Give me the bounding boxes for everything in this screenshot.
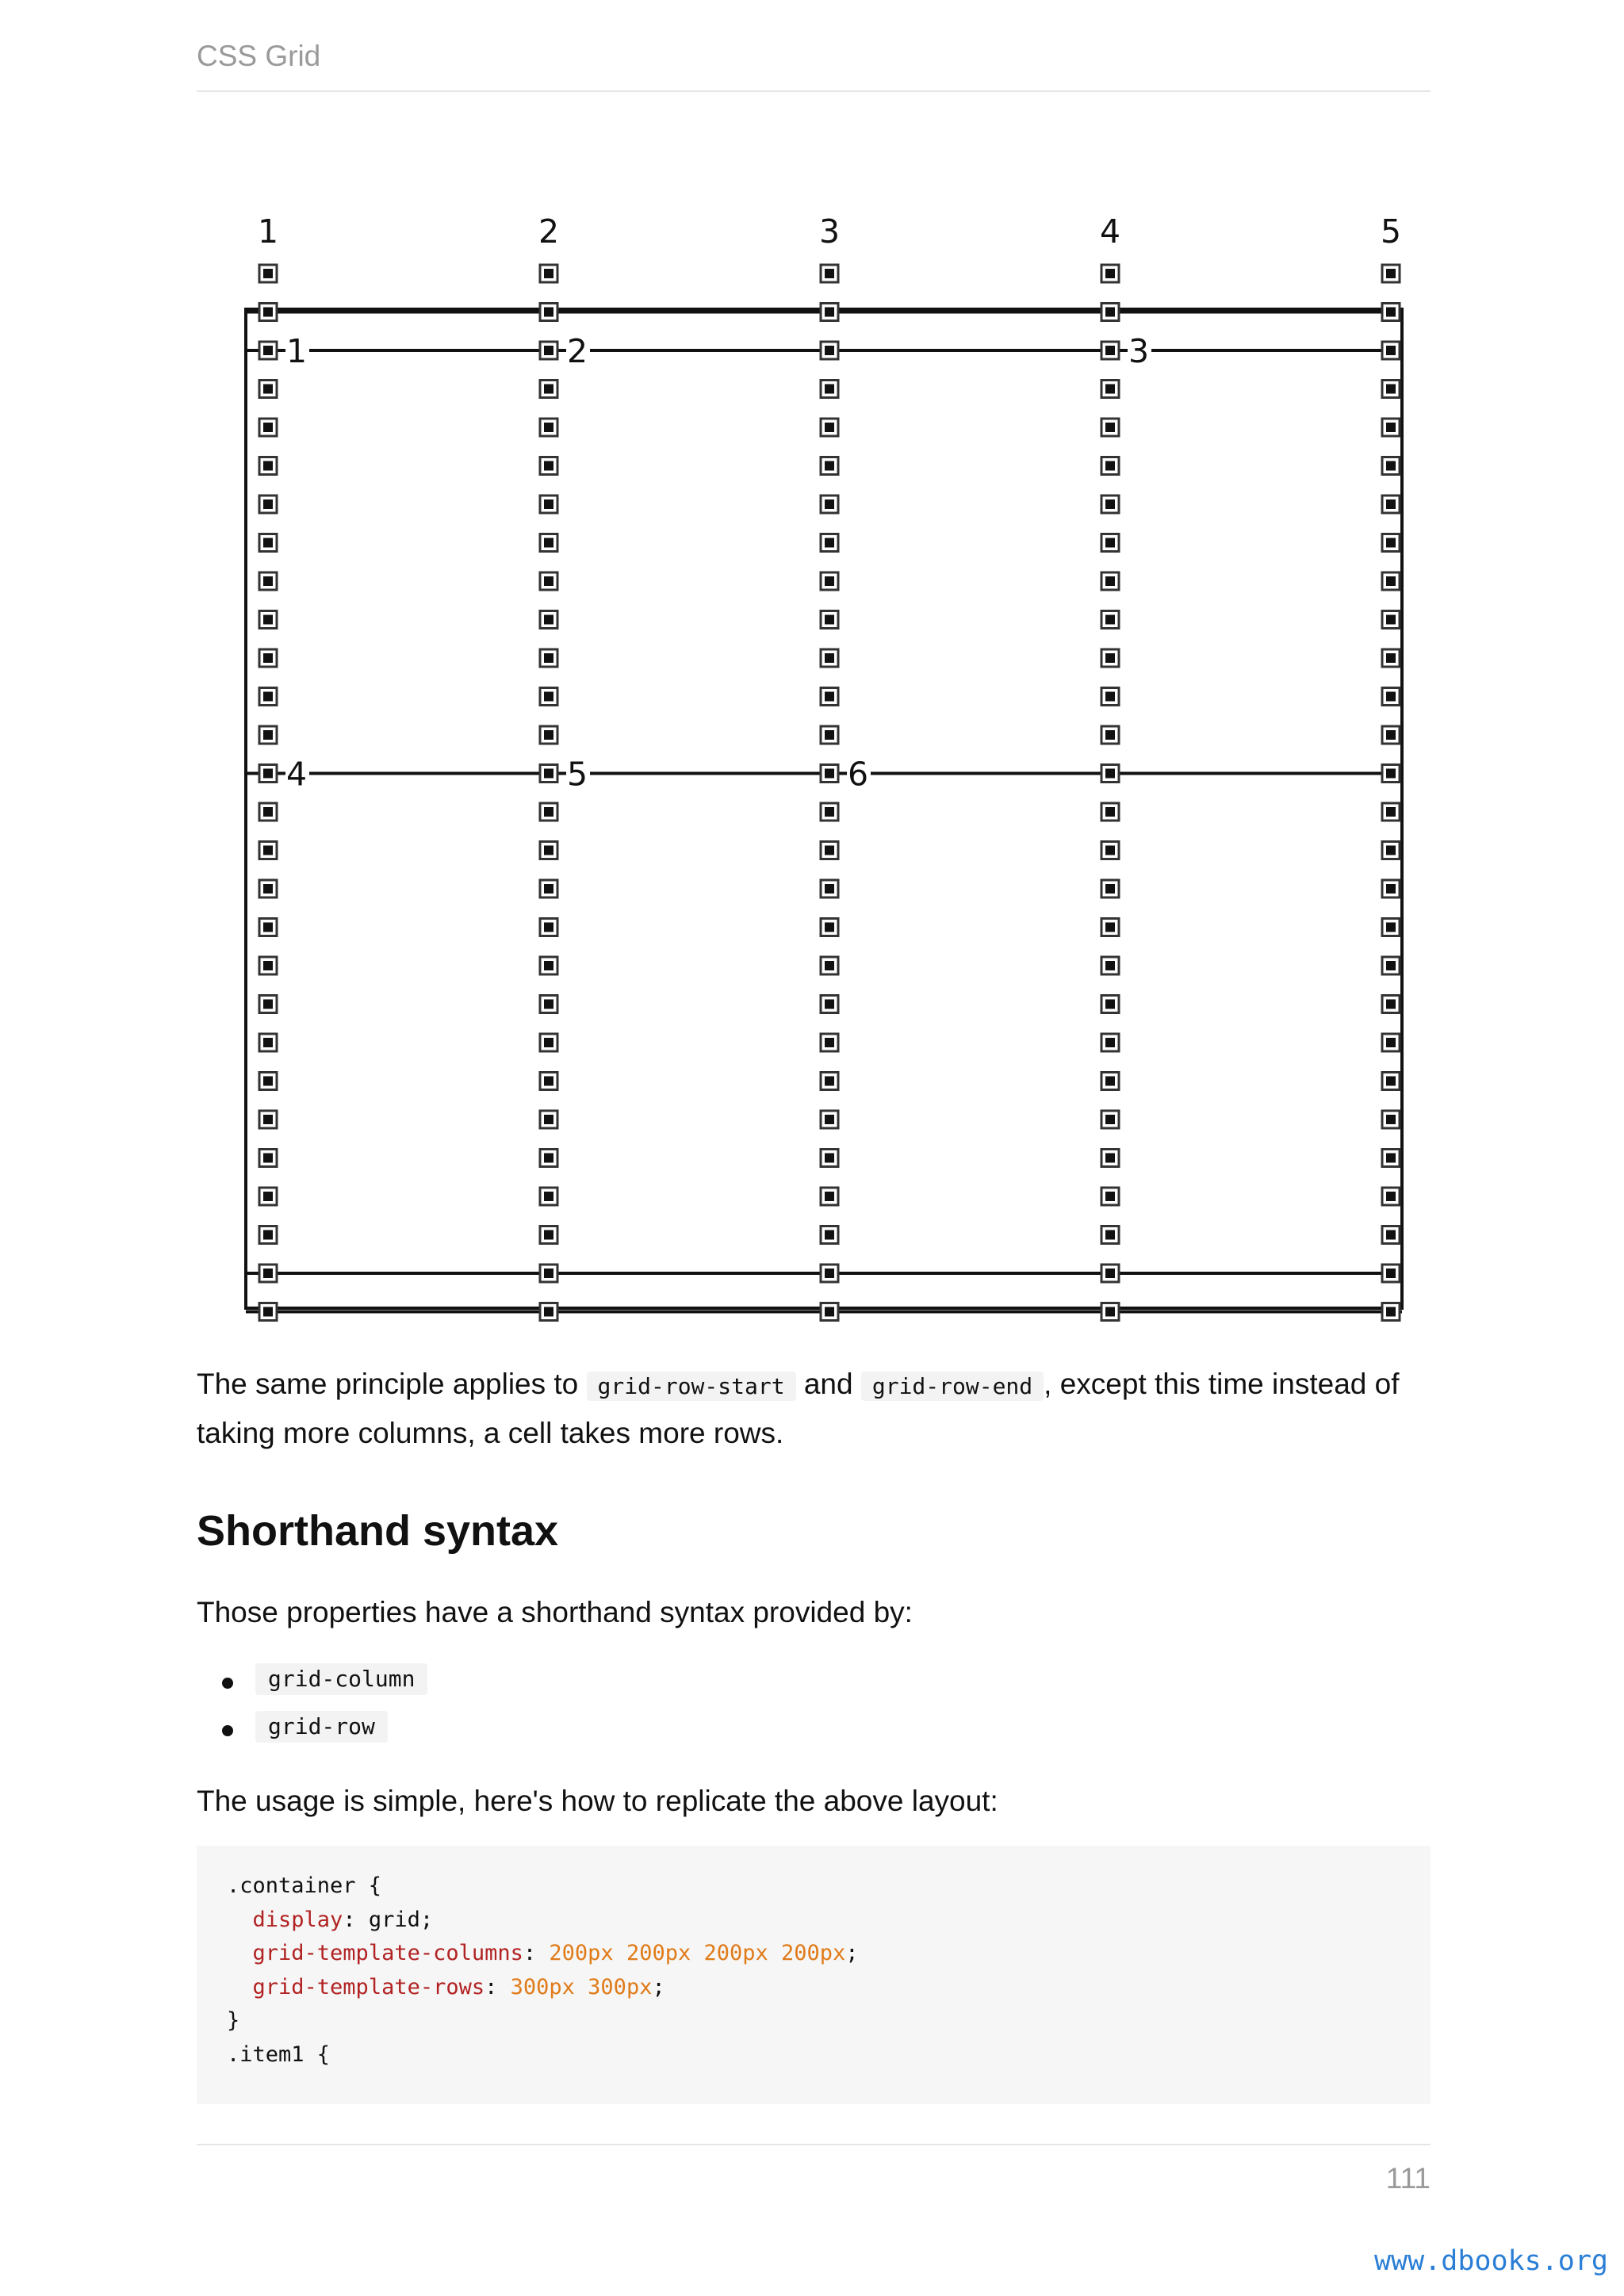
grid-marker-fill bbox=[825, 1269, 834, 1278]
grid-marker-fill bbox=[825, 385, 834, 394]
grid-marker-fill bbox=[1105, 730, 1115, 740]
grid-marker-fill bbox=[1386, 1269, 1396, 1278]
grid-marker-fill bbox=[263, 1192, 273, 1201]
grid-marker-fill bbox=[1105, 538, 1115, 548]
grid-marker-fill bbox=[1386, 692, 1396, 702]
grid-marker-fill bbox=[263, 499, 273, 509]
grid-marker-fill bbox=[1386, 884, 1396, 894]
grid-marker-fill bbox=[1105, 1192, 1115, 1201]
grid-marker-fill bbox=[825, 461, 834, 471]
grid-marker-fill bbox=[1386, 923, 1396, 932]
code-display-prop: display bbox=[252, 1907, 343, 1932]
grid-marker-fill bbox=[263, 269, 273, 278]
grid-marker-fill bbox=[1386, 423, 1396, 432]
grid-marker-fill bbox=[263, 730, 273, 740]
grid-marker-fill bbox=[825, 807, 834, 817]
grid-marker-fill bbox=[263, 385, 273, 394]
grid-marker-fill bbox=[1105, 1077, 1115, 1086]
grid-marker-fill bbox=[544, 308, 553, 317]
grid-marker-fill bbox=[263, 1154, 273, 1163]
grid-marker-fill bbox=[1386, 385, 1396, 394]
grid-marker-fill bbox=[1386, 1154, 1396, 1163]
code-line-1: .container { bbox=[227, 1873, 382, 1898]
grid-marker-fill bbox=[263, 1000, 273, 1009]
grid-marker-fill bbox=[1386, 1000, 1396, 1009]
grid-marker-fill bbox=[263, 346, 273, 355]
grid-marker-fill bbox=[544, 1000, 553, 1009]
grid-marker-fill bbox=[825, 653, 834, 663]
grid-marker-fill bbox=[544, 923, 553, 932]
grid-marker-fill bbox=[263, 923, 273, 932]
grid-marker-fill bbox=[263, 461, 273, 471]
grid-marker-fill bbox=[544, 1038, 553, 1047]
code-rows-value: 300px 300px bbox=[510, 1974, 653, 1999]
grid-marker-fill bbox=[825, 1077, 834, 1086]
grid-marker-fill bbox=[544, 961, 553, 970]
column-line-label: 4 bbox=[1099, 212, 1121, 251]
grid-marker-fill bbox=[1386, 1230, 1396, 1240]
grid-marker-fill bbox=[263, 807, 273, 817]
grid-marker-fill bbox=[1105, 1154, 1115, 1163]
grid-marker-fill bbox=[1105, 961, 1115, 970]
grid-marker-fill bbox=[1386, 846, 1396, 855]
grid-marker-fill bbox=[263, 846, 273, 855]
grid-marker-fill bbox=[825, 1115, 834, 1124]
grid-marker-fill bbox=[1105, 461, 1115, 471]
grid-marker-fill bbox=[263, 1038, 273, 1047]
grid-marker-fill bbox=[1386, 769, 1396, 779]
grid-marker-fill bbox=[1105, 1269, 1115, 1278]
grid-marker-fill bbox=[1105, 385, 1115, 394]
grid-cell-label: 5 bbox=[566, 755, 588, 794]
grid-marker-fill bbox=[1386, 615, 1396, 625]
grid-marker-fill bbox=[1105, 846, 1115, 855]
grid-marker-fill bbox=[1386, 730, 1396, 740]
grid-marker-fill bbox=[825, 615, 834, 625]
grid-marker-fill bbox=[544, 1192, 553, 1201]
grid-marker-fill bbox=[1105, 1307, 1115, 1317]
grid-marker-fill bbox=[544, 423, 553, 432]
grid-marker-fill bbox=[544, 461, 553, 471]
grid-marker-fill bbox=[544, 769, 553, 779]
list-item bbox=[219, 1711, 427, 1758]
grid-marker-fill bbox=[544, 346, 553, 355]
grid-marker-fill bbox=[1386, 653, 1396, 663]
code-grid-row: grid-row bbox=[255, 1711, 388, 1743]
grid-marker-fill bbox=[1386, 1115, 1396, 1124]
paragraph-text-after: , except this time instead of taking more columns, a cell takes more rows. bbox=[197, 1368, 1400, 1449]
grid-marker-fill bbox=[544, 884, 553, 894]
grid-marker-fill bbox=[544, 615, 553, 625]
grid-marker-fill bbox=[825, 884, 834, 894]
grid-marker-fill bbox=[1105, 308, 1115, 317]
grid-marker-fill bbox=[1105, 269, 1115, 278]
grid-marker-fill bbox=[825, 538, 834, 548]
grid-marker-fill bbox=[1105, 1038, 1115, 1047]
grid-marker-fill bbox=[825, 1038, 834, 1047]
grid-marker-fill bbox=[1105, 1230, 1115, 1240]
code-columns-prop: grid-template-columns bbox=[252, 1941, 523, 1965]
grid-marker-fill bbox=[1105, 499, 1115, 509]
grid-marker-fill bbox=[1105, 423, 1115, 432]
code-display-value: grid bbox=[368, 1907, 420, 1932]
grid-marker-fill bbox=[1386, 346, 1396, 355]
grid-marker-fill bbox=[1105, 884, 1115, 894]
grid-marker-fill bbox=[825, 423, 834, 432]
grid-marker-fill bbox=[263, 615, 273, 625]
grid-marker-fill bbox=[825, 1000, 834, 1009]
grid-marker-fill bbox=[1386, 538, 1396, 548]
code-close-brace: } bbox=[227, 2008, 240, 2033]
grid-marker-fill bbox=[544, 692, 553, 702]
bullet-icon bbox=[222, 1725, 233, 1736]
bullet-icon bbox=[222, 1678, 233, 1689]
page-header bbox=[197, 35, 1431, 92]
grid-marker-fill bbox=[825, 1307, 834, 1317]
grid-marker-fill bbox=[544, 1154, 553, 1163]
grid-marker-fill bbox=[1105, 653, 1115, 663]
grid-marker-fill bbox=[263, 1115, 273, 1124]
column-line-label: 2 bbox=[538, 212, 560, 251]
grid-marker-fill bbox=[544, 499, 553, 509]
grid-marker-fill bbox=[1105, 923, 1115, 932]
grid-cell-label: 4 bbox=[285, 755, 308, 794]
column-line-label: 3 bbox=[818, 212, 841, 251]
grid-marker-fill bbox=[825, 1154, 834, 1163]
code-rows-prop: grid-template-rows bbox=[252, 1974, 485, 1999]
grid-cell-label: 2 bbox=[566, 332, 588, 370]
grid-marker-fill bbox=[263, 576, 273, 586]
grid-marker-fill bbox=[263, 1230, 273, 1240]
grid-marker-fill bbox=[263, 1269, 273, 1278]
grid-marker-fill bbox=[1386, 1192, 1396, 1201]
grid-marker-fill bbox=[263, 692, 273, 702]
grid-marker-fill bbox=[1105, 346, 1115, 355]
grid-marker-fill bbox=[263, 308, 273, 317]
page-number: 111 bbox=[1385, 2162, 1431, 2195]
grid-marker-fill bbox=[1386, 499, 1396, 509]
grid-marker-fill bbox=[544, 807, 553, 817]
paragraph-text-middle: and bbox=[795, 1368, 861, 1400]
code-grid-row-end: grid-row-end bbox=[861, 1372, 1044, 1401]
shorthand-list bbox=[219, 1663, 427, 1758]
grid-marker-fill bbox=[1386, 1077, 1396, 1086]
grid-marker-fill bbox=[544, 538, 553, 548]
grid-marker-fill bbox=[1386, 807, 1396, 817]
paragraph-usage: The usage is simple, here's how to replicate the above layout: bbox=[197, 1785, 998, 1817]
grid-marker-fill bbox=[1105, 576, 1115, 586]
paragraph-row-span bbox=[197, 1360, 1431, 1456]
grid-cell-label: 3 bbox=[1128, 332, 1150, 370]
grid-cell-label: 6 bbox=[847, 755, 869, 794]
column-line-label: 5 bbox=[1380, 212, 1402, 251]
footer-divider bbox=[197, 2144, 1431, 2145]
grid-marker-fill bbox=[263, 1307, 273, 1317]
watermark: www.dbooks.org bbox=[1373, 2245, 1608, 2277]
code-block: .container { display: grid; grid-template-columns: 200px 200px 200px 200px; grid-template-rows: 300px 300px; } .item1 { bbox=[197, 1846, 1431, 2104]
grid-marker-fill bbox=[263, 769, 273, 779]
grid-marker-fill bbox=[1386, 269, 1396, 278]
grid-marker-fill bbox=[825, 346, 834, 355]
grid-marker-fill bbox=[825, 308, 834, 317]
grid-diagram-svg bbox=[197, 197, 1431, 1322]
grid-marker-fill bbox=[1105, 769, 1115, 779]
grid-diagram bbox=[197, 197, 1431, 1322]
grid-marker-fill bbox=[544, 1307, 553, 1317]
grid-marker-fill bbox=[544, 1115, 553, 1124]
grid-marker-fill bbox=[825, 769, 834, 779]
grid-marker-fill bbox=[544, 1269, 553, 1278]
grid-marker-fill bbox=[544, 1077, 553, 1086]
grid-marker-fill bbox=[1386, 961, 1396, 970]
grid-marker-fill bbox=[825, 961, 834, 970]
code-grid-row-start: grid-row-start bbox=[587, 1372, 796, 1401]
grid-marker-fill bbox=[825, 499, 834, 509]
grid-marker-fill bbox=[825, 269, 834, 278]
code-line-6: .item1 { bbox=[227, 2042, 331, 2067]
grid-marker-fill bbox=[825, 846, 834, 855]
grid-marker-fill bbox=[263, 1077, 273, 1086]
code-grid-column: grid-column bbox=[255, 1663, 427, 1695]
grid-marker-fill bbox=[263, 538, 273, 548]
column-line-label: 1 bbox=[257, 212, 279, 251]
grid-marker-fill bbox=[1386, 576, 1396, 586]
grid-marker-fill bbox=[263, 961, 273, 970]
grid-marker-fill bbox=[825, 730, 834, 740]
grid-marker-fill bbox=[544, 576, 553, 586]
grid-marker-fill bbox=[544, 653, 553, 663]
grid-marker-fill bbox=[1386, 308, 1396, 317]
list-item bbox=[219, 1663, 427, 1711]
grid-marker-fill bbox=[825, 923, 834, 932]
grid-marker-fill bbox=[825, 576, 834, 586]
grid-marker-fill bbox=[544, 385, 553, 394]
grid-marker-fill bbox=[263, 423, 273, 432]
grid-marker-fill bbox=[1105, 807, 1115, 817]
header-title: CSS Grid bbox=[197, 40, 321, 72]
paragraph-shorthand-intro: Those properties have a shorthand syntax provided by: bbox=[197, 1596, 913, 1628]
grid-marker-fill bbox=[1105, 1000, 1115, 1009]
grid-marker-fill bbox=[825, 1230, 834, 1240]
grid-marker-fill bbox=[825, 692, 834, 702]
grid-marker-fill bbox=[1105, 692, 1115, 702]
grid-marker-fill bbox=[544, 1230, 553, 1240]
grid-marker-fill bbox=[825, 1192, 834, 1201]
grid-marker-fill bbox=[1386, 1307, 1396, 1317]
grid-marker-fill bbox=[544, 846, 553, 855]
grid-marker-fill bbox=[544, 269, 553, 278]
code-columns-value: 200px 200px 200px 200px bbox=[549, 1941, 846, 1965]
section-heading: Shorthand syntax bbox=[197, 1507, 559, 1555]
grid-marker-fill bbox=[1105, 615, 1115, 625]
grid-marker-fill bbox=[263, 884, 273, 894]
paragraph-text-before: The same principle applies to bbox=[197, 1368, 587, 1400]
grid-marker-fill bbox=[1386, 461, 1396, 471]
grid-cell-label: 1 bbox=[285, 332, 308, 370]
grid-marker-fill bbox=[263, 653, 273, 663]
grid-marker-fill bbox=[1386, 1038, 1396, 1047]
grid-marker-fill bbox=[1105, 1115, 1115, 1124]
grid-marker-fill bbox=[544, 730, 553, 740]
